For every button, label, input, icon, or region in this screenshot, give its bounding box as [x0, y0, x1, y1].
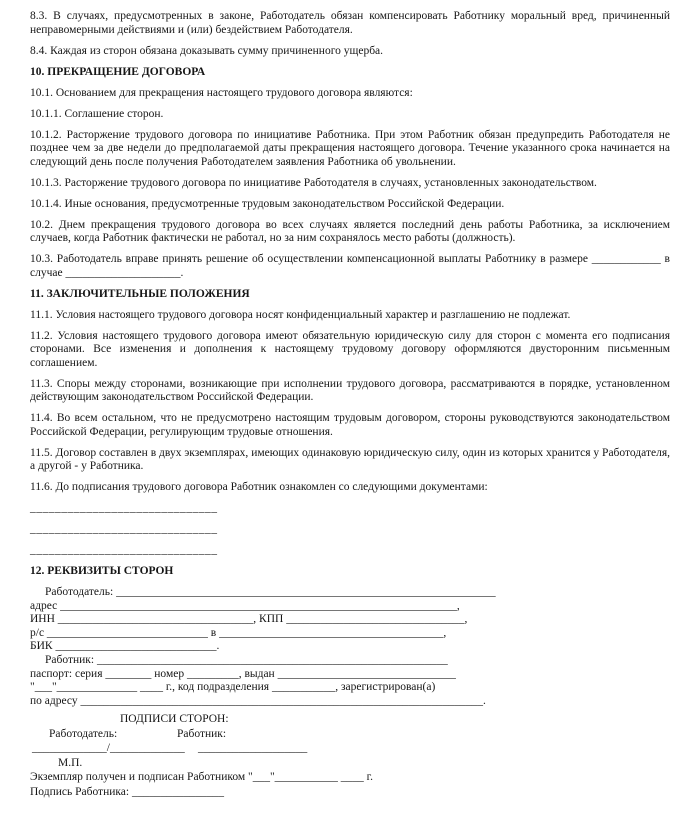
requisites-block: [30, 586, 670, 708]
bank-account-line: р/с ____________________________ в _______________________________________,: [30, 626, 447, 639]
clause-10-1-2: 10.1.2. Расторжение трудового договора по инициативе Работника. При этом Работник обязан предупредить Работодателя не позднее чем за две недели до предполагаемой даты прекращения настоящего договора. Течение указанного срока начинается на следующий день после получения Работодателем заявления Работника об увольнении.: [30, 128, 670, 168]
clause-11-5: 11.5. Договор составлен в двух экземплярах, имеющих одинаковую юридическую силу, один из которых хранится у Работодателя, а другой - у Работника.: [30, 446, 670, 472]
clause-11-6: 11.6. До подписания трудового договора Работник ознакомлен со следующими документами:: [30, 481, 488, 493]
clause-10-1-1: 10.1.1. Соглашение сторон.: [30, 107, 164, 120]
registration-address-line: по адресу ______________________________________________________________________.: [30, 694, 486, 707]
clause-8-3: 8.3. В случаях, предусмотренных в законе, Работодатель обязан компенсировать Работнику моральный вред, причиненный неправомерными действиями и (или) бездействием Работодателя.: [30, 10, 670, 36]
passport-line: паспорт: серия ________ номер _________, выдан _______________________________: [30, 667, 456, 680]
section-12-heading: 12. РЕКВИЗИТЫ СТОРОН: [30, 565, 174, 577]
fill-in-line-3: ______________________________: [30, 544, 218, 556]
clause-10-1: 10.1. Основанием для прекращения настоящего трудового договора являются:: [30, 86, 413, 99]
clause-8-4: 8.4. Каждая из сторон обязана доказывать сумму причиненного ущерба.: [30, 44, 384, 57]
passport-issue-line: "___"______________ ____ г., код подразделения ___________, зарегистрирован(а): [30, 681, 436, 694]
clause-11-2: 11.2. Условия настоящего трудового договора имеют обязательную юридическую силу для сторон с момента его подписания сторонами. Все изменения и дополнения к настоящему трудовому договору оформляются двусторонним письменным соглашением.: [30, 329, 670, 369]
signature-lines-row: [30, 741, 670, 756]
employer-signature-line: _____________/_____________: [32, 742, 185, 755]
inn-kpp-line: ИНН __________________________________, КПП _______________________________,: [30, 613, 468, 626]
worker-name-line: Работник: _____________________________________________________________: [45, 653, 448, 666]
employer-name-line: Работодатель: __________________________________________________________________: [45, 586, 496, 598]
fill-in-line-1: ______________________________: [30, 502, 218, 514]
employer-signature-label: Работодатель:: [49, 727, 118, 740]
clause-11-3: 11.3. Споры между сторонами, возникающие при исполнении трудового договора, рассматриваются в порядке, установленном действующим законодательством Российской Федерации.: [30, 377, 670, 403]
clause-10-3: 10.3. Работодатель вправе принять решение об осуществлении компенсационной выплаты Работнику в размере ____________ в случае ____________________.: [30, 253, 670, 279]
worker-signature-label: Работник:: [177, 727, 227, 740]
stamp-mp: М.П.: [58, 756, 83, 769]
signatures-block: [30, 712, 670, 799]
worker-signature-line: ___________________: [198, 742, 308, 755]
signature-labels-row: [30, 727, 670, 742]
section-10-heading: 10. ПРЕКРАЩЕНИЕ ДОГОВОРА: [30, 65, 206, 78]
employer-address-line: адрес _____________________________________________________________________,: [30, 599, 460, 612]
bik-line: БИК ____________________________.: [30, 640, 220, 653]
fill-in-line-2: ______________________________: [30, 523, 218, 535]
worker-signature-caption: Подпись Работника: ________________: [30, 785, 224, 798]
clause-11-4: 11.4. Во всем остальном, что не предусмотрено настоящим трудовым договором, стороны руководствуются законодательством Российской Федерации, регулирующим трудовые отношения.: [30, 412, 670, 438]
clause-10-2: 10.2. Днем прекращения трудового договора во всех случаях является последний день работы Работника, за исключением случаев, когда Работник фактически не работал, но за ним сохранялось место работы (должность).: [30, 218, 670, 244]
clause-10-1-4: 10.1.4. Иные основания, предусмотренные трудовым законодательством Российской Федерации.: [30, 197, 505, 210]
clause-11-1: 11.1. Условия настоящего трудового договора носят конфиденциальный характер и разглашению не подлежат.: [30, 308, 571, 321]
clause-10-1-3: 10.1.3. Расторжение трудового договора по инициативе Работодателя в случаях, установленных законодательством.: [30, 176, 597, 189]
section-11-heading: 11. ЗАКЛЮЧИТЕЛЬНЫЕ ПОЛОЖЕНИЯ: [30, 287, 250, 300]
signatures-title: ПОДПИСИ СТОРОН:: [120, 713, 229, 726]
copy-received-line: Экземпляр получен и подписан Работником "___"___________ ____ г.: [30, 771, 373, 784]
